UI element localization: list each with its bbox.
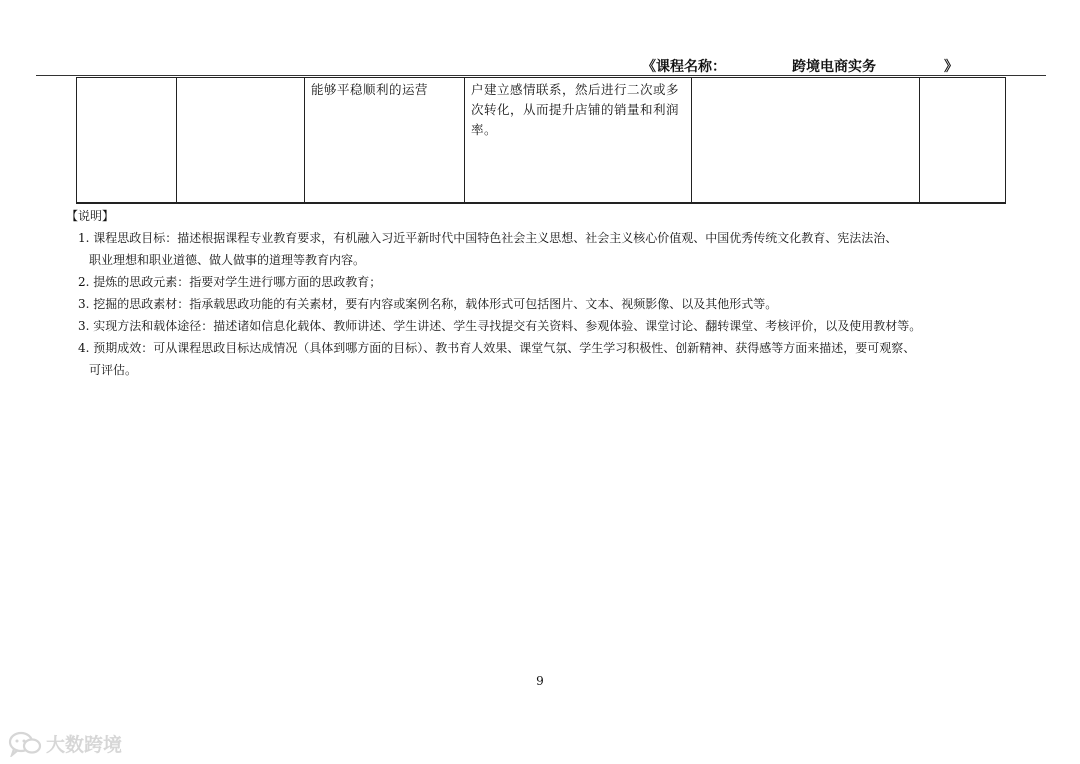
- note-item: 1. 课程思政目标：描述根据课程专业教育要求，有机融入习近平新时代中国特色社会主义思想、社会主义核心价值观、中国优秀传统文化教育、宪法法治、: [78, 231, 898, 245]
- page-number: 9: [536, 674, 544, 688]
- table-row: [77, 78, 1006, 204]
- note-item: 3. 实现方法和载体途径：描述诸如信息化载体、教师讲述、学生讲述、学生寻找提交有关资料、参观体验、课堂讨论、翻转课堂、考核评价，以及使用教材等。: [78, 319, 922, 333]
- table-cell: 能够平稳顺利的运营: [305, 78, 465, 204]
- content-table: [76, 77, 1006, 204]
- watermark: [8, 730, 122, 757]
- note-item: 4. 预期成效：可从课程思政目标达成情况（具体到哪方面的目标）、教书育人效果、课堂气氛、学生学习积极性、创新精神、获得感等方面来描述，要可观察、: [78, 341, 916, 355]
- course-header: [642, 56, 958, 76]
- table-cell: 户建立感情联系，然后进行二次或多次转化，从而提升店铺的销量和利润率。: [465, 78, 692, 204]
- watermark-text: 大数跨境: [46, 734, 123, 756]
- table-cell: [77, 78, 177, 204]
- header-close-bracket: 》: [944, 59, 958, 75]
- course-name: 跨境电商实务: [734, 59, 934, 76]
- note-item: 2. 提炼的思政元素：指要对学生进行哪方面的思政教育；: [78, 275, 382, 289]
- note-item-continuation: 职业理想和职业道德、做人做事的道理等教育内容。: [89, 253, 366, 267]
- note-item: 3. 挖掘的思政素材：指承载思政功能的有关素材，要有内容或案例名称，载体形式可包括图片、文本、视频影像、以及其他形式等。: [78, 297, 778, 311]
- course-label: 《课程名称：: [642, 59, 726, 75]
- table-cell: [920, 78, 1006, 204]
- table-cell: [177, 78, 305, 204]
- notes-section: [66, 205, 1026, 381]
- notes-title: 【说明】: [66, 209, 115, 223]
- header-rule: [36, 75, 1046, 76]
- table-cell: [692, 78, 920, 204]
- weixin-logo-icon: [8, 731, 42, 757]
- note-item-continuation: 可评估。: [89, 363, 138, 377]
